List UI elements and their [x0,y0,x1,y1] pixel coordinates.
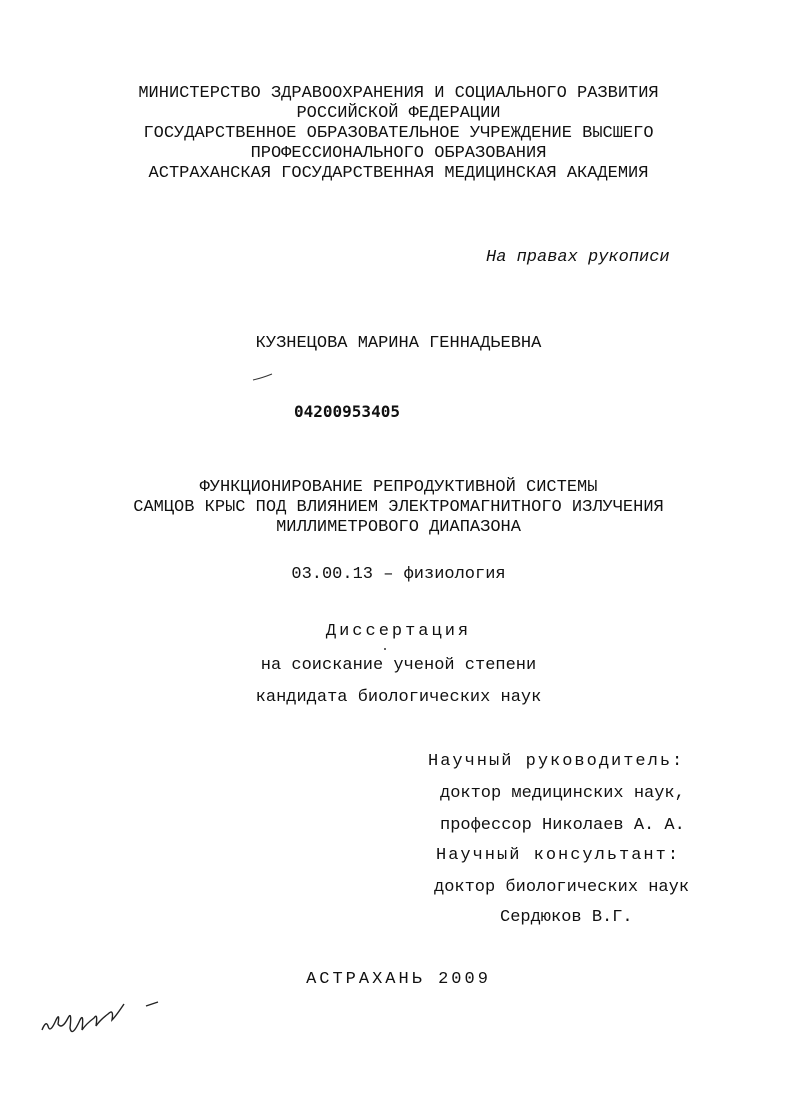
supervisor-name: профессор Николаев А. А. [440,816,685,835]
pen-mark [252,372,274,382]
consultant-degree: доктор биологических наук [434,878,690,897]
federation-line: РОССИЙСКОЙ ФЕДЕРАЦИИ [296,104,501,123]
consultant-label: Научный консультант: [436,846,681,865]
stray-dot [384,648,386,650]
specialty-code: 03.00.13 – физиология [291,565,506,584]
education-level-line: ПРОФЕССИОНАЛЬНОГО ОБРАЗОВАНИЯ [250,144,547,163]
handwritten-signature [36,990,166,1040]
degree-line-1: на соискание ученой степени [260,656,537,675]
document-type: Диссертация [325,622,472,641]
dissertation-title-line-2: САМЦОВ КРЫС ПОД ВЛИЯНИЕМ ЭЛЕКТРОМАГНИТНОГО ИЗЛУЧЕНИЯ [133,498,664,517]
supervisor-label: Научный руководитель: [428,752,685,771]
manuscript-note: На правах рукописи [486,248,670,267]
city-year: АСТРАХАНЬ 2009 [306,970,491,989]
consultant-name: Сердюков В.Г. [500,908,633,927]
ministry-line: МИНИСТЕРСТВО ЗДРАВООХРАНЕНИЯ И СОЦИАЛЬНОГО РАЗВИТИЯ [138,84,659,103]
author-name: КУЗНЕЦОВА МАРИНА ГЕННАДЬЕВНА [255,334,542,353]
academy-name-line: АСТРАХАНСКАЯ ГОСУДАРСТВЕННАЯ МЕДИЦИНСКАЯ АКАДЕМИЯ [148,164,649,183]
degree-line-2: кандидата биологических наук [255,688,542,707]
dissertation-title-line-3: МИЛЛИМЕТРОВОГО ДИАПАЗОНА [276,518,521,537]
institution-type-line: ГОСУДАРСТВЕННОЕ ОБРАЗОВАТЕЛЬНОЕ УЧРЕЖДЕНИЕ ВЫСШЕГО [143,124,654,143]
supervisor-degree: доктор медицинских наук, [440,784,685,803]
registration-number: 04200953405 [294,402,400,421]
dissertation-title-line-1: ФУНКЦИОНИРОВАНИЕ РЕПРОДУКТИВНОЙ СИСТЕМЫ [199,478,598,497]
